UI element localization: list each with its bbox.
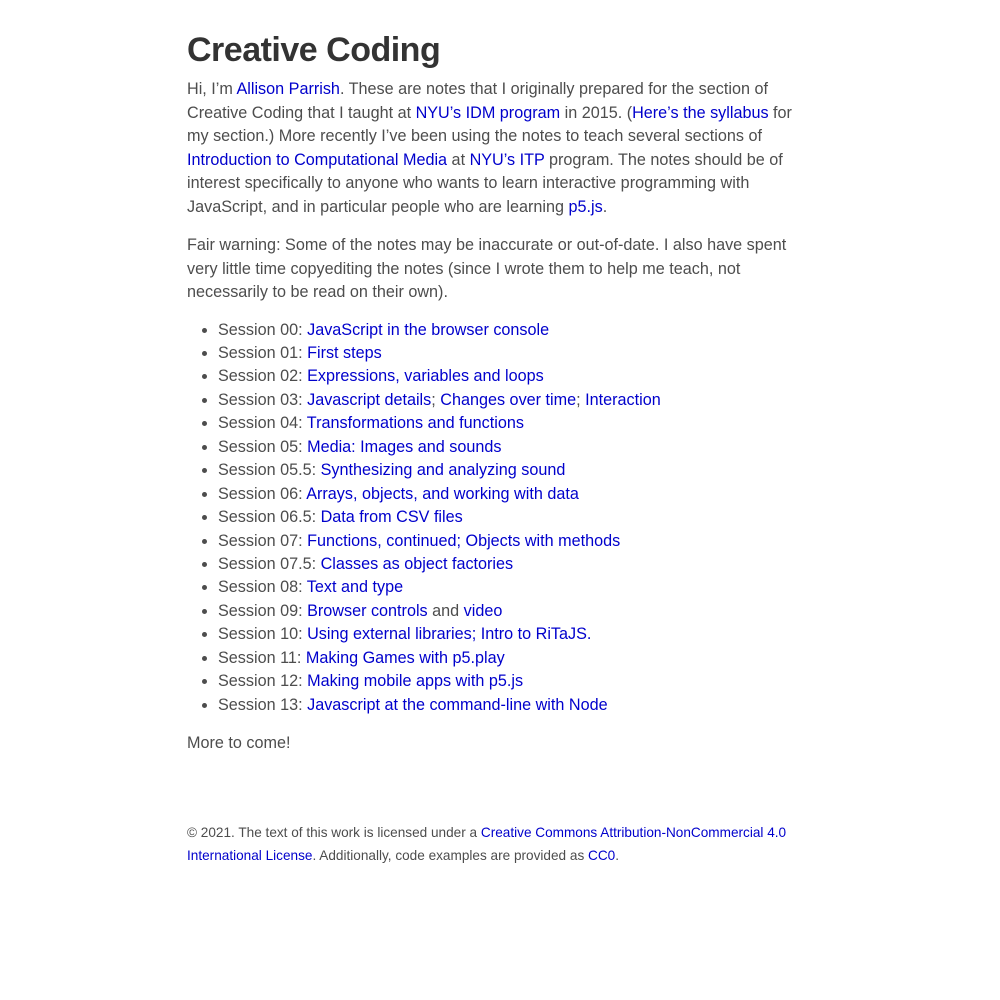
session-label: Session 07: [218, 531, 308, 550]
intro-text: . [602, 197, 608, 216]
session-separator: ; [576, 390, 586, 409]
intro-text: . These are notes that I originally prepared for the section of Creative Coding that I taught at [187, 80, 768, 122]
author-link[interactable]: Allison Parrish [236, 80, 340, 98]
session-link[interactable]: Changes over time [440, 390, 577, 409]
session-item [218, 412, 817, 435]
footer-text: © 2021. The text of this work is licensed under a [187, 824, 481, 840]
cc0-link[interactable]: CC0 [588, 848, 616, 864]
session-list [187, 319, 817, 718]
session-label: Session 03: [218, 390, 308, 409]
session-link[interactable]: Synthesizing and analyzing sound [320, 461, 566, 480]
session-link[interactable]: Objects with methods [465, 531, 621, 550]
footer-license [187, 821, 817, 868]
p5js-link[interactable]: p5.js [568, 197, 603, 216]
session-label: Session 06.5: [218, 508, 321, 527]
session-item [218, 647, 817, 670]
session-link[interactable]: Making Games with p5.play [305, 648, 505, 667]
icm-link[interactable]: Introduction to Computational Media [187, 150, 448, 169]
session-separator: and [427, 601, 464, 620]
syllabus-link[interactable]: Here’s the syllabus [632, 103, 769, 122]
session-item [218, 530, 817, 553]
warning-paragraph: Fair warning: Some of the notes may be inaccurate or out-of-date. I also have spent very little time copyediting the notes (since I wrote them to help me teach, not necessarily to be read on their own). [187, 236, 787, 301]
session-separator: ; [431, 390, 441, 409]
page-content [187, 30, 817, 868]
session-link[interactable]: Javascript at the command-line with Node [307, 695, 608, 714]
session-item [218, 600, 817, 623]
intro-text: Hi, I’m [187, 80, 237, 98]
intro-text: program. The notes should be of interest specifically to anyone who wants to learn interactive programming with JavaScript, and in particular people who are learning [187, 150, 783, 216]
intro-text: for my section.) More recently I’ve been using the notes to teach several sections of [187, 103, 792, 145]
session-link[interactable]: Expressions, variables and loops [307, 367, 544, 386]
session-label: Session 12: [218, 672, 308, 691]
session-item [218, 365, 817, 388]
session-item [218, 694, 817, 717]
footer-text: . Additionally, code examples are provided as [312, 848, 589, 864]
intro-paragraph [187, 78, 817, 219]
session-item [218, 436, 817, 459]
session-link[interactable]: . [586, 625, 592, 644]
session-item [218, 576, 817, 599]
session-link[interactable]: Javascript details [307, 390, 432, 409]
session-label: Session 13: [218, 695, 308, 714]
itp-link[interactable]: NYU’s ITP [469, 150, 545, 169]
session-label: Session 11: [218, 648, 306, 667]
session-label: Session 06: [218, 484, 307, 503]
session-label: Session 10: [218, 625, 308, 644]
session-link[interactable]: Classes as object factories [320, 555, 514, 574]
session-label: Session 05: [218, 437, 308, 456]
session-link[interactable]: Data from CSV files [320, 508, 463, 527]
license-link[interactable]: Creative Commons Attribution-NonCommercial 4.0 International License [187, 824, 787, 864]
session-link[interactable]: Browser controls [307, 601, 428, 620]
session-item [218, 389, 817, 412]
session-item [218, 459, 817, 482]
intro-text: at [447, 150, 470, 169]
session-item [218, 319, 817, 342]
session-link[interactable]: Intro to RiTaJS [480, 625, 587, 644]
more-to-come: More to come! [187, 734, 291, 753]
idm-program-link[interactable]: NYU’s IDM program [415, 103, 561, 122]
session-label: Session 05.5: [218, 461, 321, 480]
session-link[interactable]: Transformations and functions [306, 414, 524, 433]
session-label: Session 00: [218, 320, 308, 339]
session-link[interactable]: Functions, continued [307, 531, 457, 550]
session-label: Session 08: [218, 578, 307, 597]
session-link[interactable]: Using external libraries [307, 625, 472, 644]
session-link[interactable]: ; [456, 531, 466, 550]
session-label: Session 09: [218, 601, 308, 620]
intro-text: in 2015. ( [560, 103, 633, 122]
session-link[interactable]: Media: Images and sounds [307, 437, 502, 456]
session-item [218, 506, 817, 529]
session-item [218, 342, 817, 365]
session-link[interactable]: Interaction [585, 390, 661, 409]
session-link[interactable]: JavaScript in the browser console [307, 320, 550, 339]
footer-text: . [615, 848, 619, 864]
session-link[interactable]: Arrays, objects, and working with data [306, 484, 579, 503]
session-item [218, 623, 817, 646]
session-link[interactable]: Making mobile apps with p5.js [307, 672, 524, 691]
session-label: Session 04: [218, 414, 307, 433]
session-link[interactable]: ; [471, 625, 481, 644]
page-title: Creative Coding [187, 31, 441, 69]
session-item [218, 483, 817, 506]
session-label: Session 02: [218, 367, 308, 386]
session-label: Session 01: [218, 343, 308, 362]
session-label: Session 07.5: [218, 555, 321, 574]
session-link[interactable]: First steps [307, 343, 382, 362]
session-link[interactable]: video [463, 601, 503, 620]
session-item [218, 670, 817, 693]
session-link[interactable]: Text and type [306, 578, 404, 597]
session-item [218, 553, 817, 576]
